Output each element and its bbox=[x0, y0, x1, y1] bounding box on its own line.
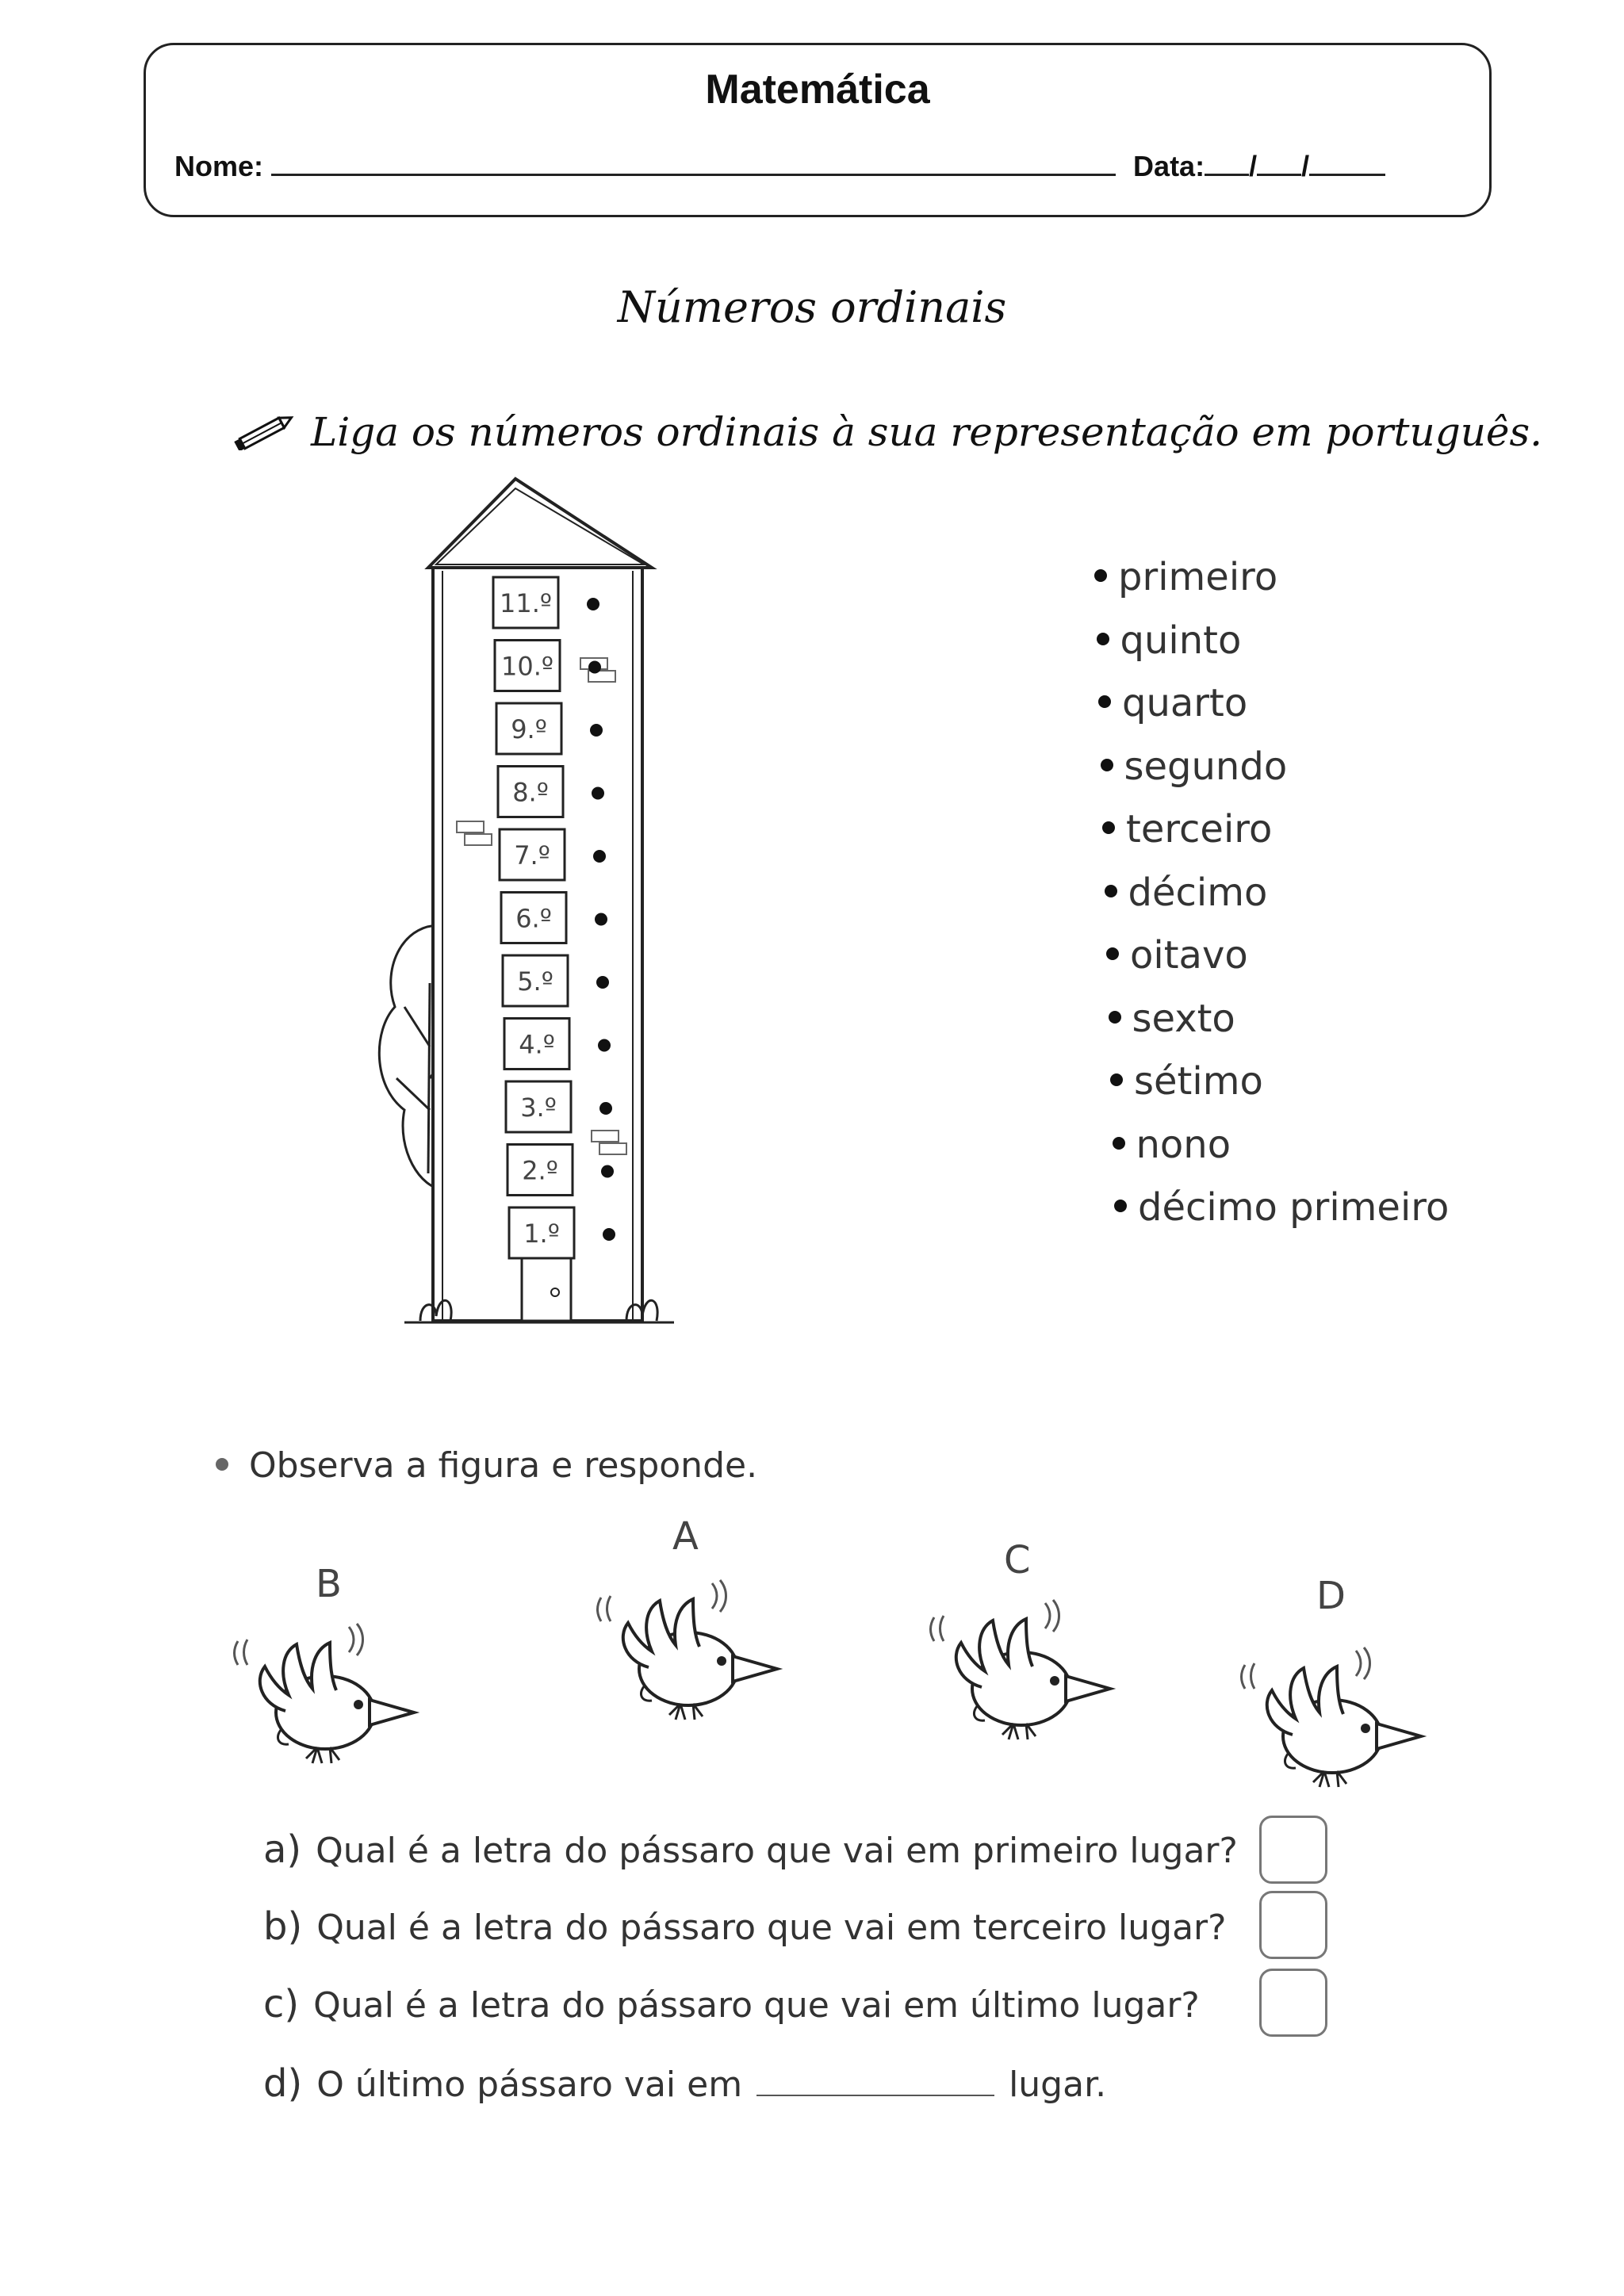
date-month-field[interactable] bbox=[1257, 150, 1301, 176]
question-d-text-after: lugar. bbox=[1009, 2064, 1107, 2105]
question-a-letter: a) bbox=[263, 1827, 302, 1872]
question-c-letter: c) bbox=[263, 1982, 300, 2026]
date-day-field[interactable] bbox=[1205, 150, 1249, 176]
subject-title: Matemática bbox=[705, 67, 930, 113]
word-item bbox=[1105, 871, 1268, 915]
date-separator: / bbox=[1301, 150, 1310, 182]
floor-connect-dot[interactable] bbox=[595, 913, 607, 926]
word-text: terceiro bbox=[1126, 807, 1273, 851]
question-c bbox=[263, 1982, 1200, 2026]
floor-connect-dot[interactable] bbox=[593, 850, 606, 863]
word-item bbox=[1094, 555, 1277, 599]
instruction-text: Liga os números ordinais à sua representação em português. bbox=[311, 409, 1543, 455]
name-date-row bbox=[174, 150, 1385, 183]
observe-instruction bbox=[216, 1445, 757, 1486]
word-connect-dot[interactable] bbox=[1102, 821, 1115, 834]
word-text: nono bbox=[1136, 1122, 1231, 1167]
word-item bbox=[1101, 744, 1288, 789]
word-item bbox=[1113, 1123, 1231, 1167]
answer-box-a[interactable] bbox=[1259, 1816, 1327, 1884]
word-text: sexto bbox=[1132, 996, 1235, 1041]
word-connect-dot[interactable] bbox=[1106, 947, 1119, 960]
bird-icon bbox=[593, 1574, 783, 1728]
bird-icon bbox=[230, 1617, 420, 1772]
word-text: décimo bbox=[1128, 870, 1268, 915]
building-illustration bbox=[357, 476, 690, 1332]
word-item bbox=[1106, 933, 1248, 978]
floor-label: 8.º bbox=[512, 777, 549, 808]
observe-text: Observa a figura e responde. bbox=[249, 1445, 758, 1486]
floor-connect-dot[interactable] bbox=[603, 1228, 615, 1241]
date-label: Data: bbox=[1133, 150, 1205, 182]
floor-label: 9.º bbox=[511, 714, 547, 744]
floor-label: 7.º bbox=[514, 840, 550, 871]
word-text: quinto bbox=[1120, 618, 1242, 663]
bird-icon bbox=[926, 1594, 1116, 1748]
question-d-text-before: O último pássaro vai em bbox=[316, 2064, 743, 2105]
floor-label: 4.º bbox=[519, 1029, 555, 1060]
word-connect-dot[interactable] bbox=[1097, 633, 1109, 645]
bird-letter: C bbox=[1004, 1538, 1031, 1582]
word-item bbox=[1109, 997, 1235, 1041]
pencil-icon bbox=[232, 414, 297, 450]
question-b bbox=[263, 1904, 1226, 1949]
name-label: Nome: bbox=[174, 150, 264, 182]
bullet-icon bbox=[216, 1458, 228, 1471]
floor-label: 10.º bbox=[501, 651, 553, 682]
name-field[interactable] bbox=[271, 150, 1116, 176]
word-text: oitavo bbox=[1130, 933, 1248, 978]
word-connect-dot[interactable] bbox=[1109, 1011, 1121, 1024]
word-connect-dot[interactable] bbox=[1113, 1137, 1125, 1150]
answer-line-d[interactable] bbox=[756, 2071, 994, 2096]
word-text: décimo primeiro bbox=[1138, 1185, 1450, 1230]
word-item bbox=[1110, 1059, 1263, 1104]
word-text: primeiro bbox=[1118, 555, 1278, 599]
word-item bbox=[1098, 681, 1247, 725]
question-a-text: Qual é a letra do pássaro que vai em primeiro lugar? bbox=[316, 1831, 1238, 1871]
date-separator: / bbox=[1249, 150, 1258, 182]
answer-box-c[interactable] bbox=[1259, 1969, 1327, 2037]
word-connect-dot[interactable] bbox=[1105, 885, 1117, 897]
bird-letter: D bbox=[1316, 1574, 1346, 1618]
word-text: quarto bbox=[1122, 681, 1248, 725]
floor-label: 11.º bbox=[500, 588, 552, 618]
word-text: sétimo bbox=[1134, 1059, 1263, 1104]
question-c-text: Qual é a letra do pássaro que vai em último lugar? bbox=[313, 1985, 1200, 2026]
word-connect-dot[interactable] bbox=[1094, 569, 1107, 582]
question-d bbox=[263, 2061, 1106, 2106]
floor-connect-dot[interactable] bbox=[596, 976, 609, 989]
word-item bbox=[1097, 618, 1242, 663]
word-text: segundo bbox=[1124, 744, 1288, 789]
floor-connect-dot[interactable] bbox=[599, 1102, 612, 1115]
word-connect-dot[interactable] bbox=[1101, 759, 1113, 771]
bird-letter: B bbox=[316, 1562, 342, 1606]
question-a bbox=[263, 1827, 1238, 1872]
bird-letter: A bbox=[672, 1514, 699, 1559]
question-b-letter: b) bbox=[263, 1904, 303, 1949]
question-b-text: Qual é a letra do pássaro que vai em terceiro lugar? bbox=[316, 1908, 1227, 1948]
word-item bbox=[1114, 1185, 1449, 1230]
floor-connect-dot[interactable] bbox=[592, 787, 604, 800]
floor-label: 2.º bbox=[522, 1155, 558, 1186]
floor-connect-dot[interactable] bbox=[587, 598, 599, 610]
floor-label: 1.º bbox=[523, 1219, 560, 1249]
word-connect-dot[interactable] bbox=[1110, 1073, 1123, 1086]
word-item bbox=[1102, 807, 1272, 851]
floor-label: 5.º bbox=[517, 966, 553, 997]
date-year-field[interactable] bbox=[1309, 150, 1385, 176]
floor-label: 6.º bbox=[515, 903, 552, 934]
floor-connect-dot[interactable] bbox=[601, 1165, 614, 1178]
instruction bbox=[232, 409, 1542, 455]
bird-icon bbox=[1237, 1641, 1427, 1796]
floor-connect-dot[interactable] bbox=[588, 661, 601, 674]
floor-label: 3.º bbox=[520, 1093, 557, 1123]
word-connect-dot[interactable] bbox=[1098, 695, 1111, 708]
worksheet-title: Números ordinais bbox=[617, 282, 1007, 332]
word-connect-dot[interactable] bbox=[1114, 1200, 1127, 1212]
floor-connect-dot[interactable] bbox=[590, 724, 603, 737]
question-d-letter: d) bbox=[263, 2061, 303, 2106]
answer-box-b[interactable] bbox=[1259, 1891, 1327, 1959]
header-box bbox=[144, 43, 1492, 217]
floor-connect-dot[interactable] bbox=[598, 1039, 611, 1052]
